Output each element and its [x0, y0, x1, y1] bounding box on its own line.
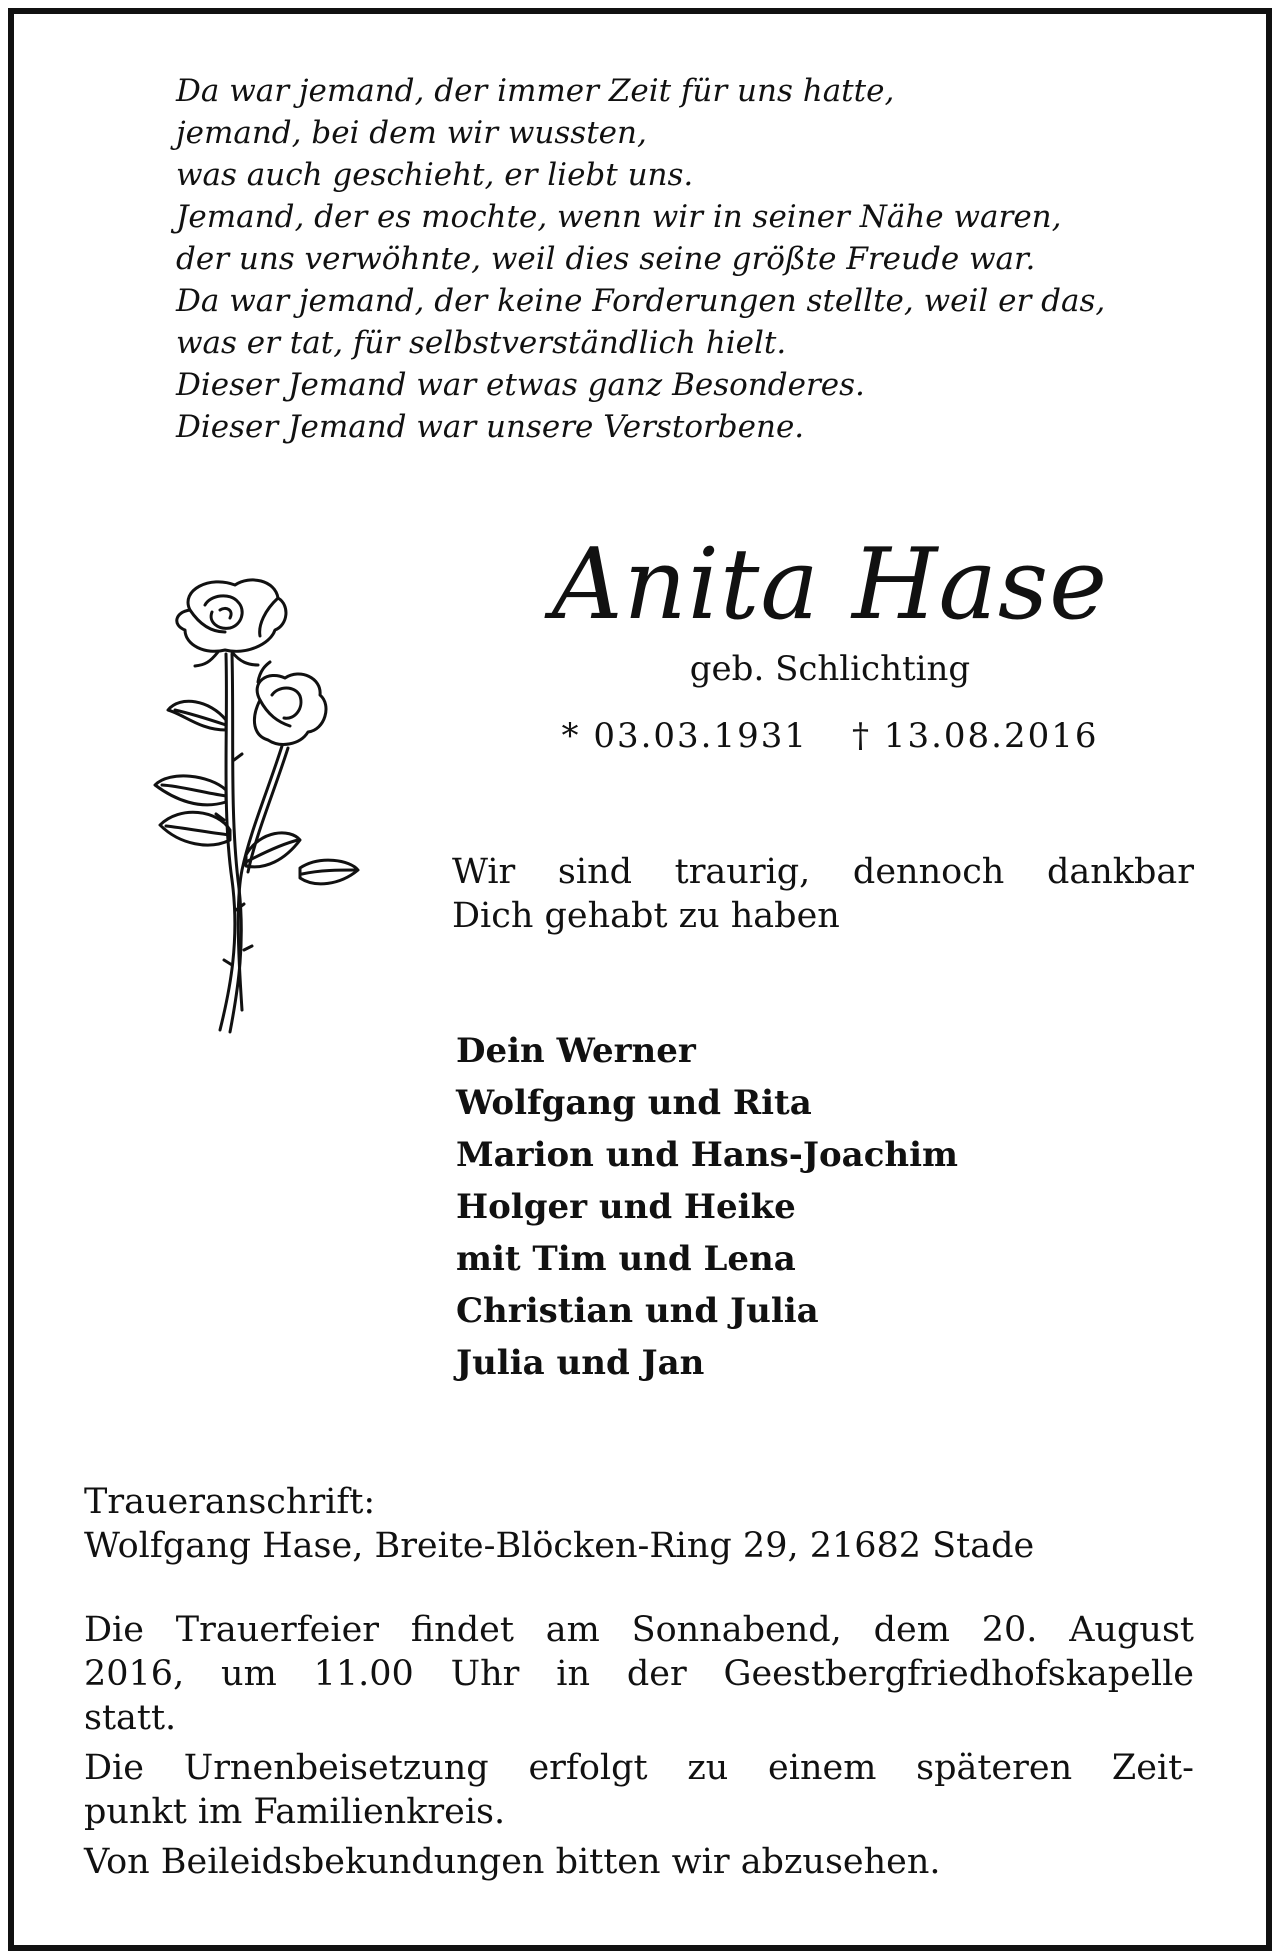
- mourner-entry: mit Tim und Lena: [456, 1239, 796, 1279]
- urn-line: Die Urnenbeisetzung erfolgt zu einem späteren Zeit-: [84, 1748, 1194, 1788]
- address-label: Traueranschrift:: [84, 1482, 376, 1522]
- poem-line: der uns verwöhnte, weil dies seine größte Freude war.: [176, 241, 1036, 277]
- mourner-entry: Christian und Julia: [456, 1291, 819, 1331]
- mourner-entry: Holger und Heike: [456, 1187, 796, 1227]
- motto-line: Wir sind traurig, dennoch dankbar: [452, 852, 1194, 892]
- deceased-name: Anita Hase: [551, 528, 1109, 642]
- mourner-entry: Wolfgang und Rita: [456, 1083, 812, 1123]
- mourner-entry: Julia und Jan: [456, 1343, 705, 1383]
- service-info: [84, 1608, 1194, 1890]
- poem-line: jemand, bei dem wir wussten,: [176, 115, 647, 151]
- poem-line: Da war jemand, der immer Zeit für uns hatte,: [176, 73, 895, 109]
- condolences-paragraph: [84, 1840, 1194, 1884]
- poem-line: Jemand, der es mochte, wenn wir in seiner Nähe waren,: [176, 199, 1062, 235]
- birth-date: * 03.03.1931: [561, 716, 808, 756]
- funeral-line: Die Trauerfeier findet am Sonnabend, dem 20. August: [84, 1610, 1194, 1650]
- motto: [452, 850, 1194, 938]
- funeral-line: 2016, um 11.00 Uhr in der Geestbergfriedhofskapelle: [84, 1654, 1194, 1694]
- mourners-list: [456, 1025, 1156, 1389]
- address-value: Wolfgang Hase, Breite-Blöcken-Ring 29, 21682 Stade: [84, 1526, 1035, 1566]
- funeral-paragraph: [84, 1608, 1194, 1740]
- poem-line: was er tat, für selbstverständlich hielt.: [176, 325, 787, 361]
- poem-line: Dieser Jemand war etwas ganz Besonderes.: [176, 367, 865, 403]
- death-date: † 13.08.2016: [852, 716, 1099, 756]
- poem-line: Dieser Jemand war unsere Verstorbene.: [176, 409, 805, 445]
- poem: [176, 70, 1226, 448]
- urn-paragraph: [84, 1746, 1194, 1834]
- poem-line: was auch geschieht, er liebt uns.: [176, 157, 694, 193]
- rose-illustration-icon: [150, 570, 380, 1040]
- motto-line: Dich gehabt zu haben: [452, 896, 840, 936]
- mourning-address: [84, 1480, 1194, 1568]
- mourner-entry: Marion und Hans-Joachim: [456, 1135, 959, 1175]
- life-dates: [520, 714, 1140, 758]
- urn-line: punkt im Familienkreis.: [84, 1792, 506, 1832]
- funeral-line: statt.: [84, 1698, 177, 1738]
- mourner-entry: Dein Werner: [456, 1031, 696, 1071]
- condolences-note: Von Beileidsbekundungen bitten wir abzusehen.: [84, 1842, 941, 1882]
- poem-line: Da war jemand, der keine Forderungen stellte, weil er das,: [176, 283, 1106, 319]
- maiden-name: geb. Schlichting: [689, 649, 971, 689]
